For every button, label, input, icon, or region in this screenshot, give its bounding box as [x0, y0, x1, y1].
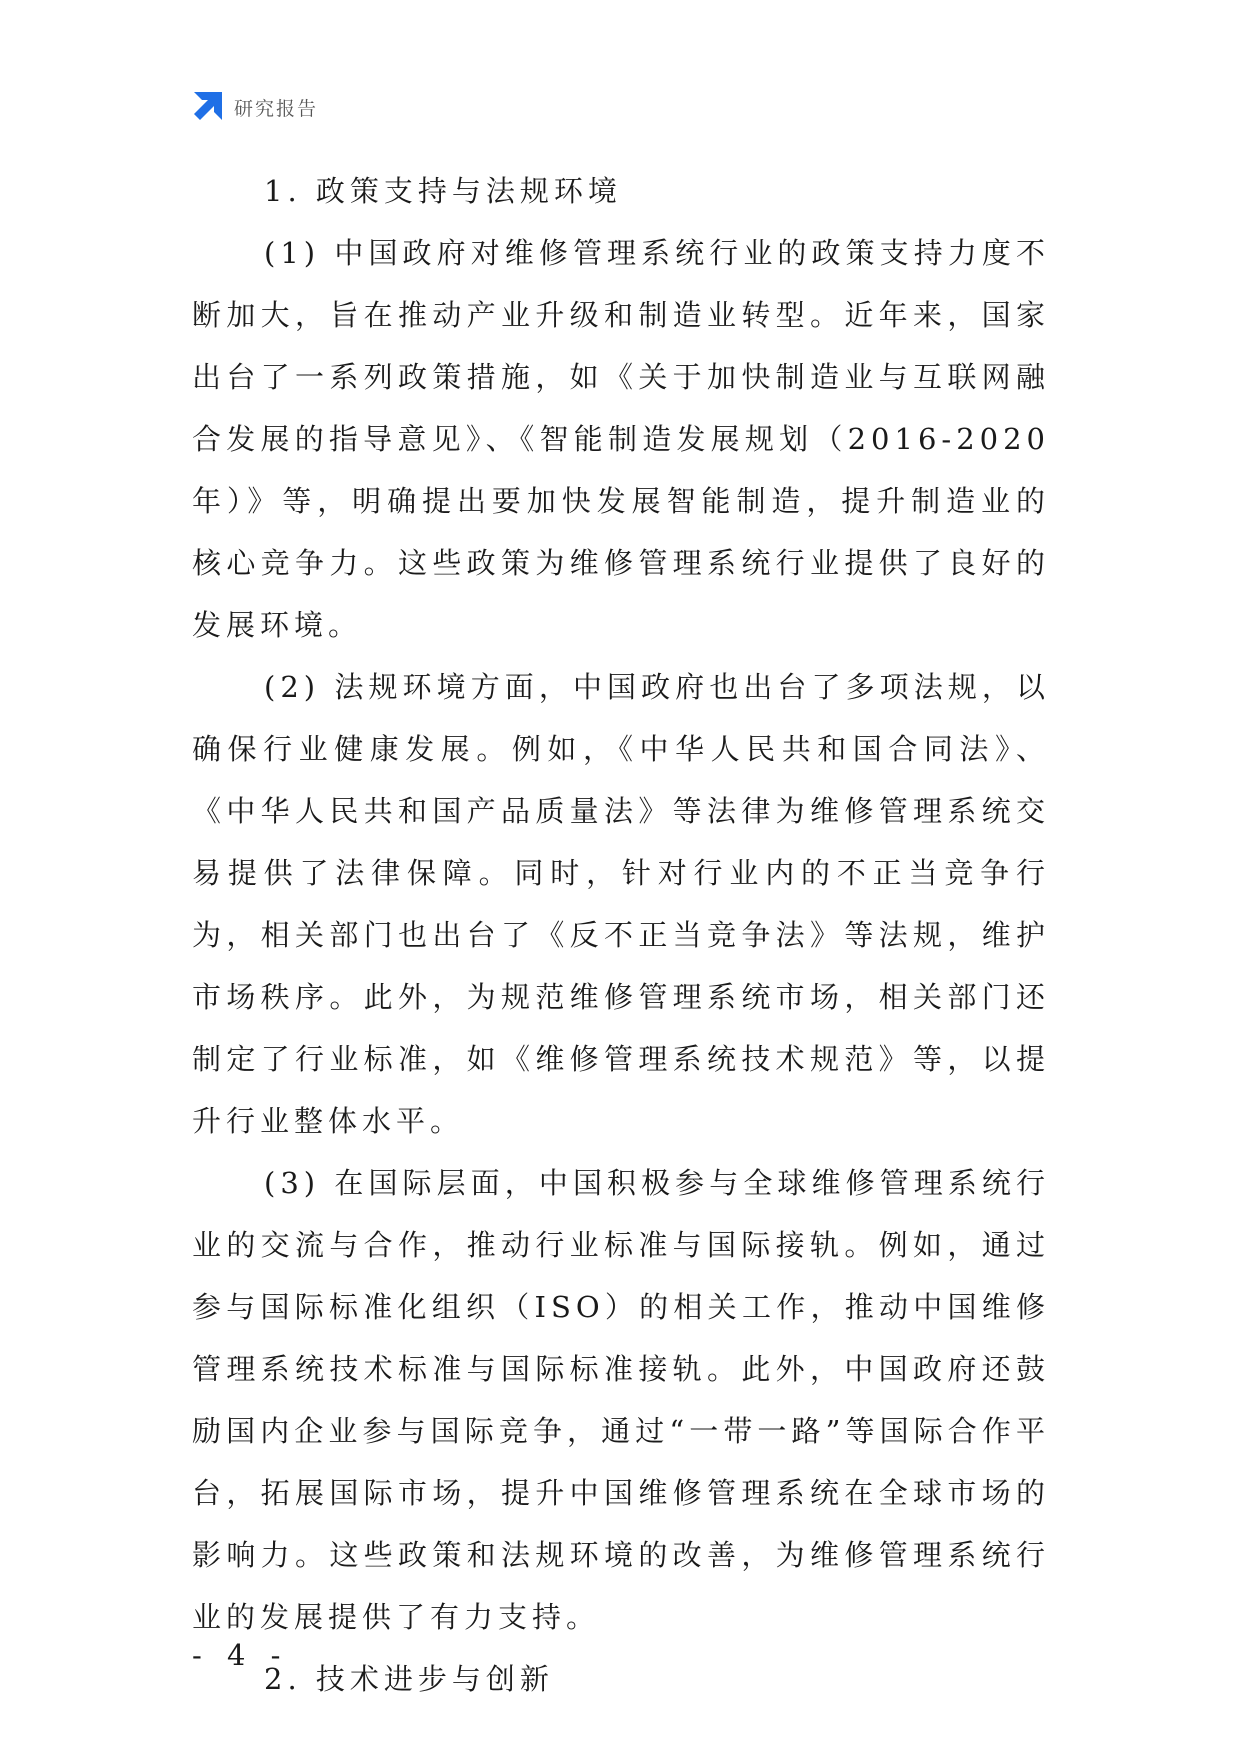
section-heading-technology: 2. 技术进步与创新	[264, 1662, 554, 1696]
report-header	[192, 90, 318, 124]
paragraph: (1) 中国政府对维修管理系统行业的政策支持力度不断加大，旨在推动产业升级和制造业转型。近年来，国家出台了一系列政策措施，如《关于加快制造业与互联网融合发展的指导意见》、《智能制造发展规划（2016-2020 年）》等，明确提出要加快发展智能制造，提升制造业的核心竞争力。这些政策为维修管理系统行业提供了良好的发展环境。	[192, 236, 1050, 642]
arrow-up-right-icon	[192, 92, 222, 122]
section-heading-policy: 1. 政策支持与法规环境	[264, 174, 622, 208]
paragraph: (2) 法规环境方面，中国政府也出台了多项法规，以确保行业健康发展。例如，《中华人民共和国合同法》、《中华人民共和国产品质量法》等法律为维修管理系统交易提供了法律保障。同时，针对行业内的不正当竞争行为，相关部门也出台了《反不正当竞争法》等法规，维护市场秩序。此外，为规范维修管理系统市场，相关部门还制定了行业标准，如《维修管理系统技术规范》等，以提升行业整体水平。	[192, 670, 1050, 1138]
document-body	[192, 160, 1050, 1710]
paragraph: (3) 在国际层面，中国积极参与全球维修管理系统行业的交流与合作，推动行业标准与国际接轨。例如，通过参与国际标准化组织（ISO）的相关工作，推动中国维修管理系统技术标准与国际标准接轨。此外，中国政府还鼓励国内企业参与国际竞争，通过“一带一路”等国际合作平台，拓展国际市场，提升中国维修管理系统在全球市场的影响力。这些政策和法规环境的改善，为维修管理系统行业的发展提供了有力支持。	[192, 1166, 1050, 1634]
page-number: - 4 -	[192, 1638, 289, 1672]
header-title: 研究报告	[234, 97, 319, 120]
